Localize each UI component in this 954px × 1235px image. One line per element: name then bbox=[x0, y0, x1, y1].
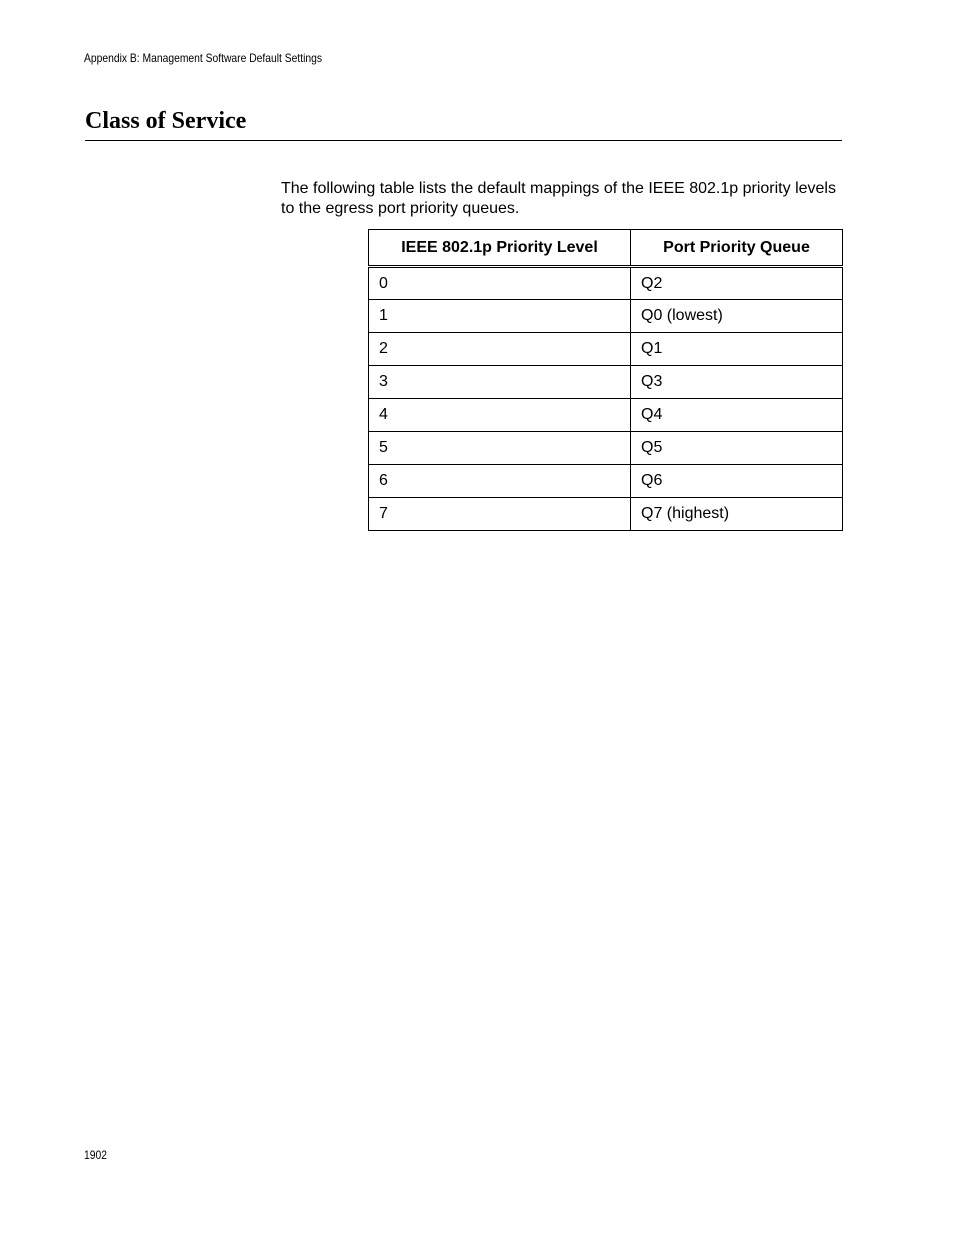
queue-cell: Q4 bbox=[631, 399, 843, 432]
priority-level-cell: 1 bbox=[369, 300, 631, 333]
table-header-row bbox=[369, 230, 843, 267]
queue-cell: Q1 bbox=[631, 333, 843, 366]
table-row bbox=[369, 465, 843, 498]
column-header-priority-level: IEEE 802.1p Priority Level bbox=[369, 230, 631, 267]
priority-level-cell: 5 bbox=[369, 432, 631, 465]
priority-mapping-table bbox=[368, 229, 843, 531]
title-rule bbox=[85, 140, 842, 141]
intro-paragraph: The following table lists the default mappings of the IEEE 802.1p priority levels to the egress port priority queues. bbox=[281, 180, 836, 217]
priority-level-cell: 0 bbox=[369, 267, 631, 300]
table-row bbox=[369, 498, 843, 531]
queue-cell: Q7 (highest) bbox=[631, 498, 843, 531]
priority-level-cell: 2 bbox=[369, 333, 631, 366]
section-title: Class of Service bbox=[85, 108, 247, 134]
table-row bbox=[369, 399, 843, 432]
table-row bbox=[369, 366, 843, 399]
table-row bbox=[369, 432, 843, 465]
page-number: 1902 bbox=[84, 1148, 107, 1162]
queue-cell: Q3 bbox=[631, 366, 843, 399]
queue-cell: Q6 bbox=[631, 465, 843, 498]
table-row bbox=[369, 267, 843, 300]
queue-cell: Q5 bbox=[631, 432, 843, 465]
priority-level-cell: 4 bbox=[369, 399, 631, 432]
priority-level-cell: 7 bbox=[369, 498, 631, 531]
priority-level-cell: 6 bbox=[369, 465, 631, 498]
table-row bbox=[369, 300, 843, 333]
running-header: Appendix B: Management Software Default Settings bbox=[84, 51, 323, 65]
queue-cell: Q2 bbox=[631, 267, 843, 300]
table-row bbox=[369, 333, 843, 366]
queue-cell: Q0 (lowest) bbox=[631, 300, 843, 333]
column-header-port-priority-queue: Port Priority Queue bbox=[631, 230, 843, 267]
priority-level-cell: 3 bbox=[369, 366, 631, 399]
